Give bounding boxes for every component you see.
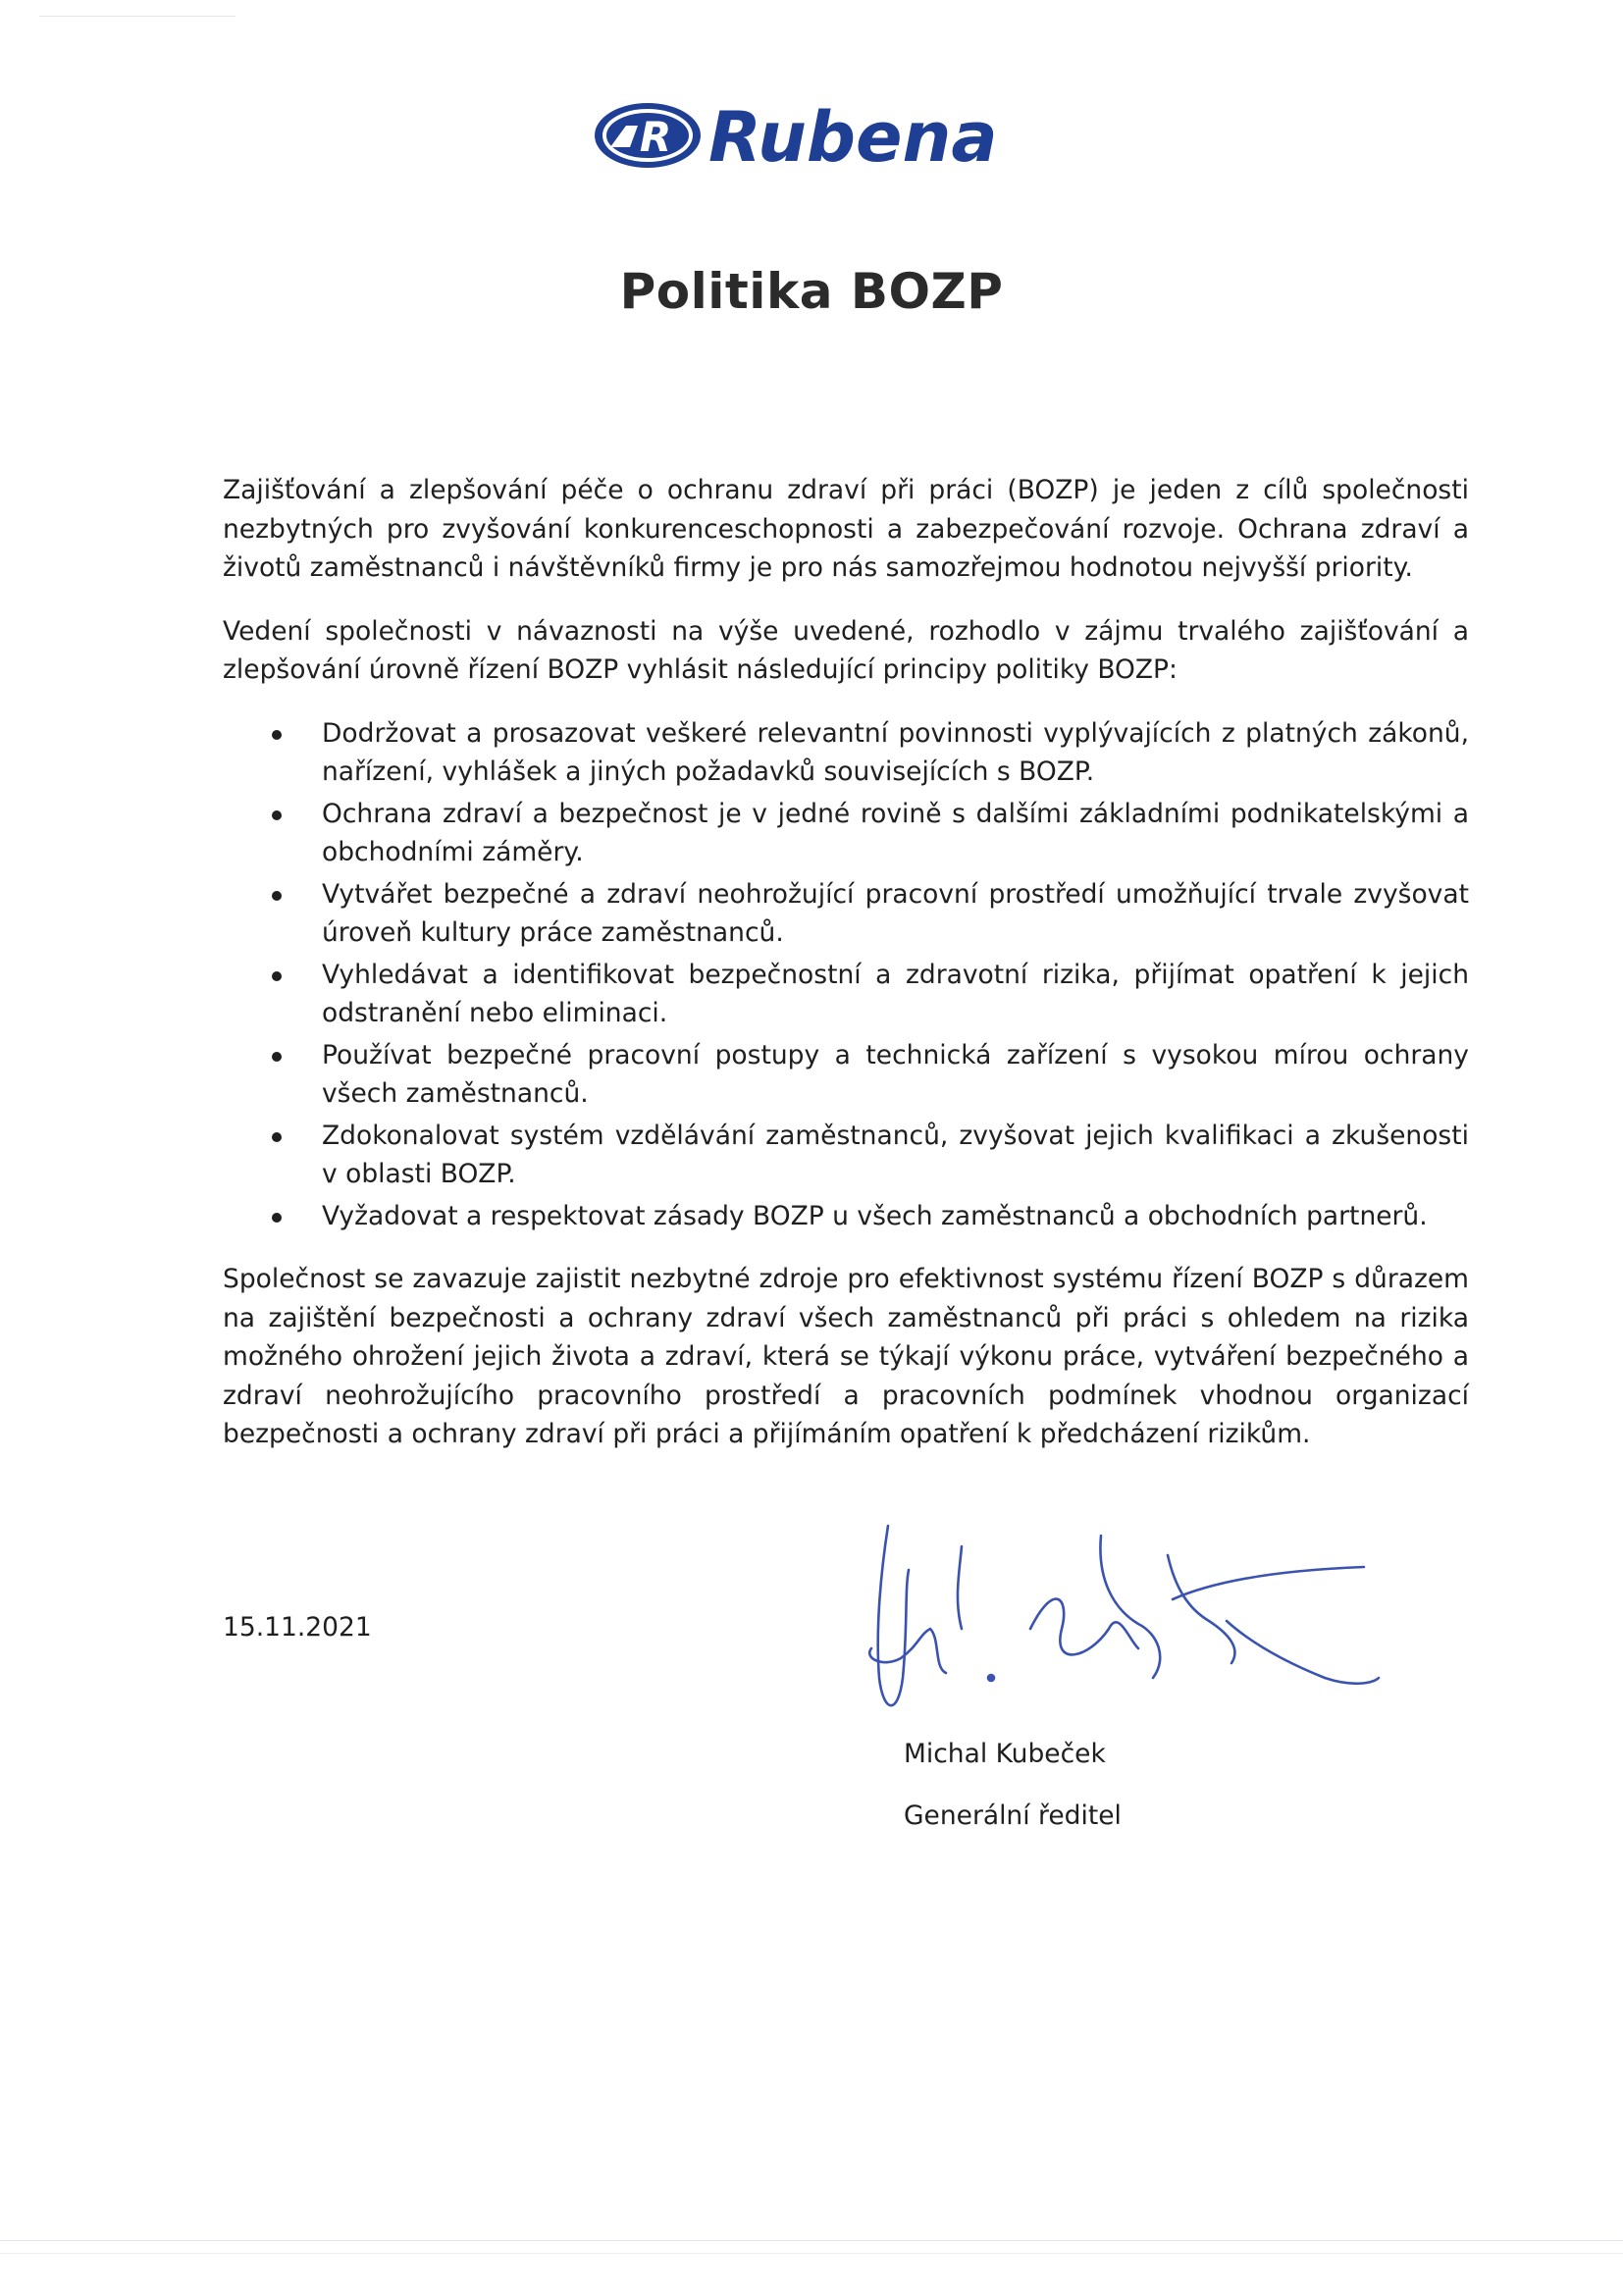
principles-list [223, 714, 1469, 1236]
bullet-icon [272, 971, 282, 981]
policy-body [223, 471, 1469, 1479]
bullet-icon [272, 891, 282, 901]
bullet-icon [272, 810, 282, 820]
scan-artifact-line [0, 2240, 1623, 2241]
scan-artifact-line [0, 2253, 1623, 2254]
list-item: Vytvářet bezpečné a zdraví neohrožující pracovní prostředí umožňující trvale zvyšovat úroveň kultury práce zaměstnanců. [223, 875, 1469, 953]
bullet-icon [272, 1052, 282, 1062]
list-item: Používat bezpečné pracovní postupy a technická zařízení s vysokou mírou ochrany všech zaměstnanců. [223, 1036, 1469, 1114]
svg-text:R: R [639, 113, 672, 161]
paragraph-commitment: Společnost se zavazuje zajistit nezbytné zdroje pro efektivnost systému řízení BOZP s důrazem na zajištění bezpečnosti a ochrany zdraví všech zaměstnanců při práci s ohledem na rizika možného ohrožení jejich života a zdraví, která se týkají výkonu práce, vytváření bezpečného a zdraví neohrožujícího pracovního prostředí a pracovních podmínek vhodnou organizací bezpečnosti a ochrany zdraví při práci a přijímáním opatření k předcházení rizikům. [223, 1264, 1469, 1449]
bullet-icon [272, 1213, 282, 1223]
list-item: Dodržovat a prosazovat veškeré relevantní povinnosti vyplývajících z platných zákonů, nařízení, vyhlášek a jiných požadavků souvisejících s BOZP. [223, 714, 1469, 792]
list-item: Vyžadovat a respektovat zásady BOZP u všech zaměstnanců a obchodních partnerů. [223, 1197, 1469, 1236]
paragraph-principles-lead: Vedení společnosti v návaznosti na výše uvedené, rozhodlo v zájmu trvalého zajišťování a zlepšování úrovně řízení BOZP vyhlásit následující principy politiky BOZP: [223, 615, 1469, 685]
signer-role: Generální ředitel [904, 1800, 1122, 1831]
list-item: Vyhledávat a identifikovat bezpečnostní a zdravotní rizika, přijímat opatření k jejich odstranění nebo eliminaci. [223, 956, 1469, 1033]
list-item: Ochrana zdraví a bezpečnost je v jedné rovině s dalšími základními podnikatelskými a obchodními záměry. [223, 795, 1469, 872]
handwritten-signature [844, 1511, 1393, 1747]
scan-artifact-line [39, 16, 236, 17]
paragraph-intro: Zajišťování a zlepšování péče o ochranu zdraví při práci (BOZP) je jeden z cílů společnosti nezbytných pro zvyšování konkurenceschopnosti a zabezpečování rozvoje. Ochrana zdraví a životů zaměstnanců i návštěvníků firmy je pro nás samozřejmou hodnotou nejvyšší priority. [223, 475, 1469, 583]
document-date: 15.11.2021 [223, 1612, 372, 1643]
list-item: Zdokonalovat systém vzdělávání zaměstnanců, zvyšovat jejich kvalifikaci a zkušenosti v oblasti BOZP. [223, 1117, 1469, 1194]
bullet-icon [272, 1132, 282, 1142]
bullet-icon [272, 730, 282, 740]
signer-name: Michal Kubeček [904, 1739, 1106, 1769]
page-title: Politika BOZP [619, 263, 1004, 320]
rubena-logo [591, 96, 1101, 175]
logo-wordmark: Rubena [708, 97, 998, 175]
